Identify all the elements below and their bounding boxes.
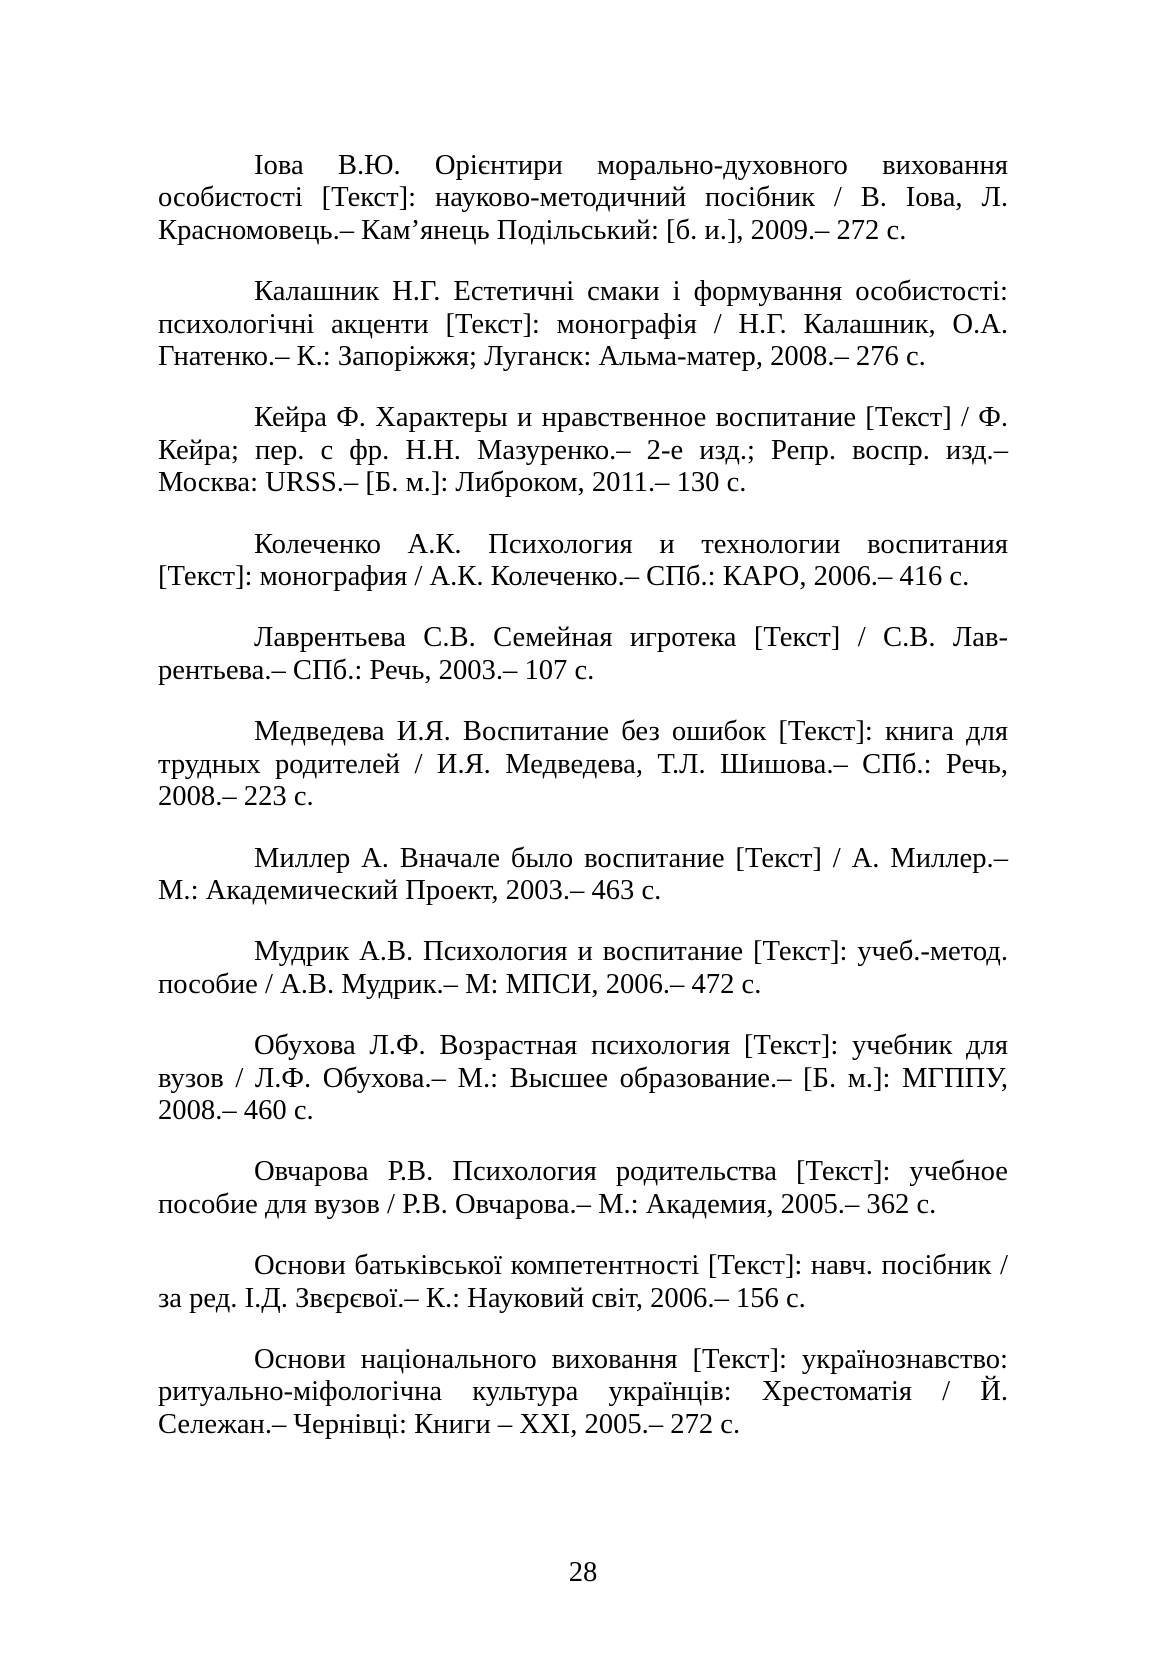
bibliography-entry: Миллер А. Вначале было воспитание [Текст] / А. Миллер.– М.: Академический Проект, 2003.– 463 с. (158, 842, 1008, 906)
bibliography-entry: Мудрик А.В. Психология и воспитание [Текст]: учеб.-метод. пособие / А.В. Мудрик.– М: МПСИ, 2006.– 472 с. (158, 936, 1008, 1000)
bibliography-entry: Овчарова Р.В. Психология родительства [Текст]: учебное пособие для вузов / Р.В. Овчарова.– М.: Академия, 2005.– 362 с. (158, 1156, 1008, 1220)
bibliography-entry: Колеченко А.К. Психология и технологии воспитания [Текст]: монография / А.К. Колеченко.– СПб.: КАРО, 2006.– 416 с. (158, 528, 1008, 593)
bibliography-entry: Основи батьківської компетентності [Текст]: навч. посібник / за ред. І.Д. Звєрєвої.– К.: Науковий світ, 2006.– 156 с. (158, 1250, 1008, 1314)
bibliography-entry: Лаврентьева С.В. Семейная игротека [Текст] / С.В. Лаврентьева.– СПб.: Речь, 2003.– 107 с. (158, 622, 1008, 686)
bibliography-entry: Калашник Н.Г. Естетичні смаки і формування особистості: психологічні акценти [Текст]: монографія / Н.Г. Калашник, О.А. Гнатенко.– К.: Запоріжжя; Луганск: Альма-матер, 2008.– 276 с. (158, 276, 1008, 373)
bibliography-entry: Кейра Ф. Характеры и нравственное воспитание [Текст] / Ф. Кейра; пер. с фр. Н.Н. Мазуренко.– 2-е изд.; Репр. воспр. изд.– Москва: URSS.– [Б. м.]: Либроком, 2011.– 130 с. (158, 402, 1008, 499)
bibliography-entry: Основи національного виховання [Текст]: українознавство: ритуально-міфологічна культура українців: Хрестоматія / Й. Сележан.– Чернівці: Книги – ХХІ, 2005.– 272 с. (158, 1343, 1008, 1440)
bibliography-entry: Медведева И.Я. Воспитание без ошибок [Текст]: книга для трудных родителей / И.Я. Медведева, Т.Л. Шишова.– СПб.: Речь, 2008.– 223 с. (158, 716, 1008, 813)
bibliography-entry: Іова В.Ю. Орієнтири морально-духовного виховання особистості [Текст]: науково-методичний посібник / В. Іова, Л. Красномовець.– Кам’янець Подільський: [б. и.], 2009.– 272 с. (158, 150, 1008, 246)
bibliography-list (158, 150, 1008, 1470)
bibliography-entry: Обухова Л.Ф. Возрастная психология [Текст]: учебник для вузов / Л.Ф. Обухова.– М.: Высшее образование.– [Б. м.]: МГППУ, 2008.– 460 с. (158, 1030, 1008, 1126)
page-number: 28 (568, 1557, 598, 1588)
